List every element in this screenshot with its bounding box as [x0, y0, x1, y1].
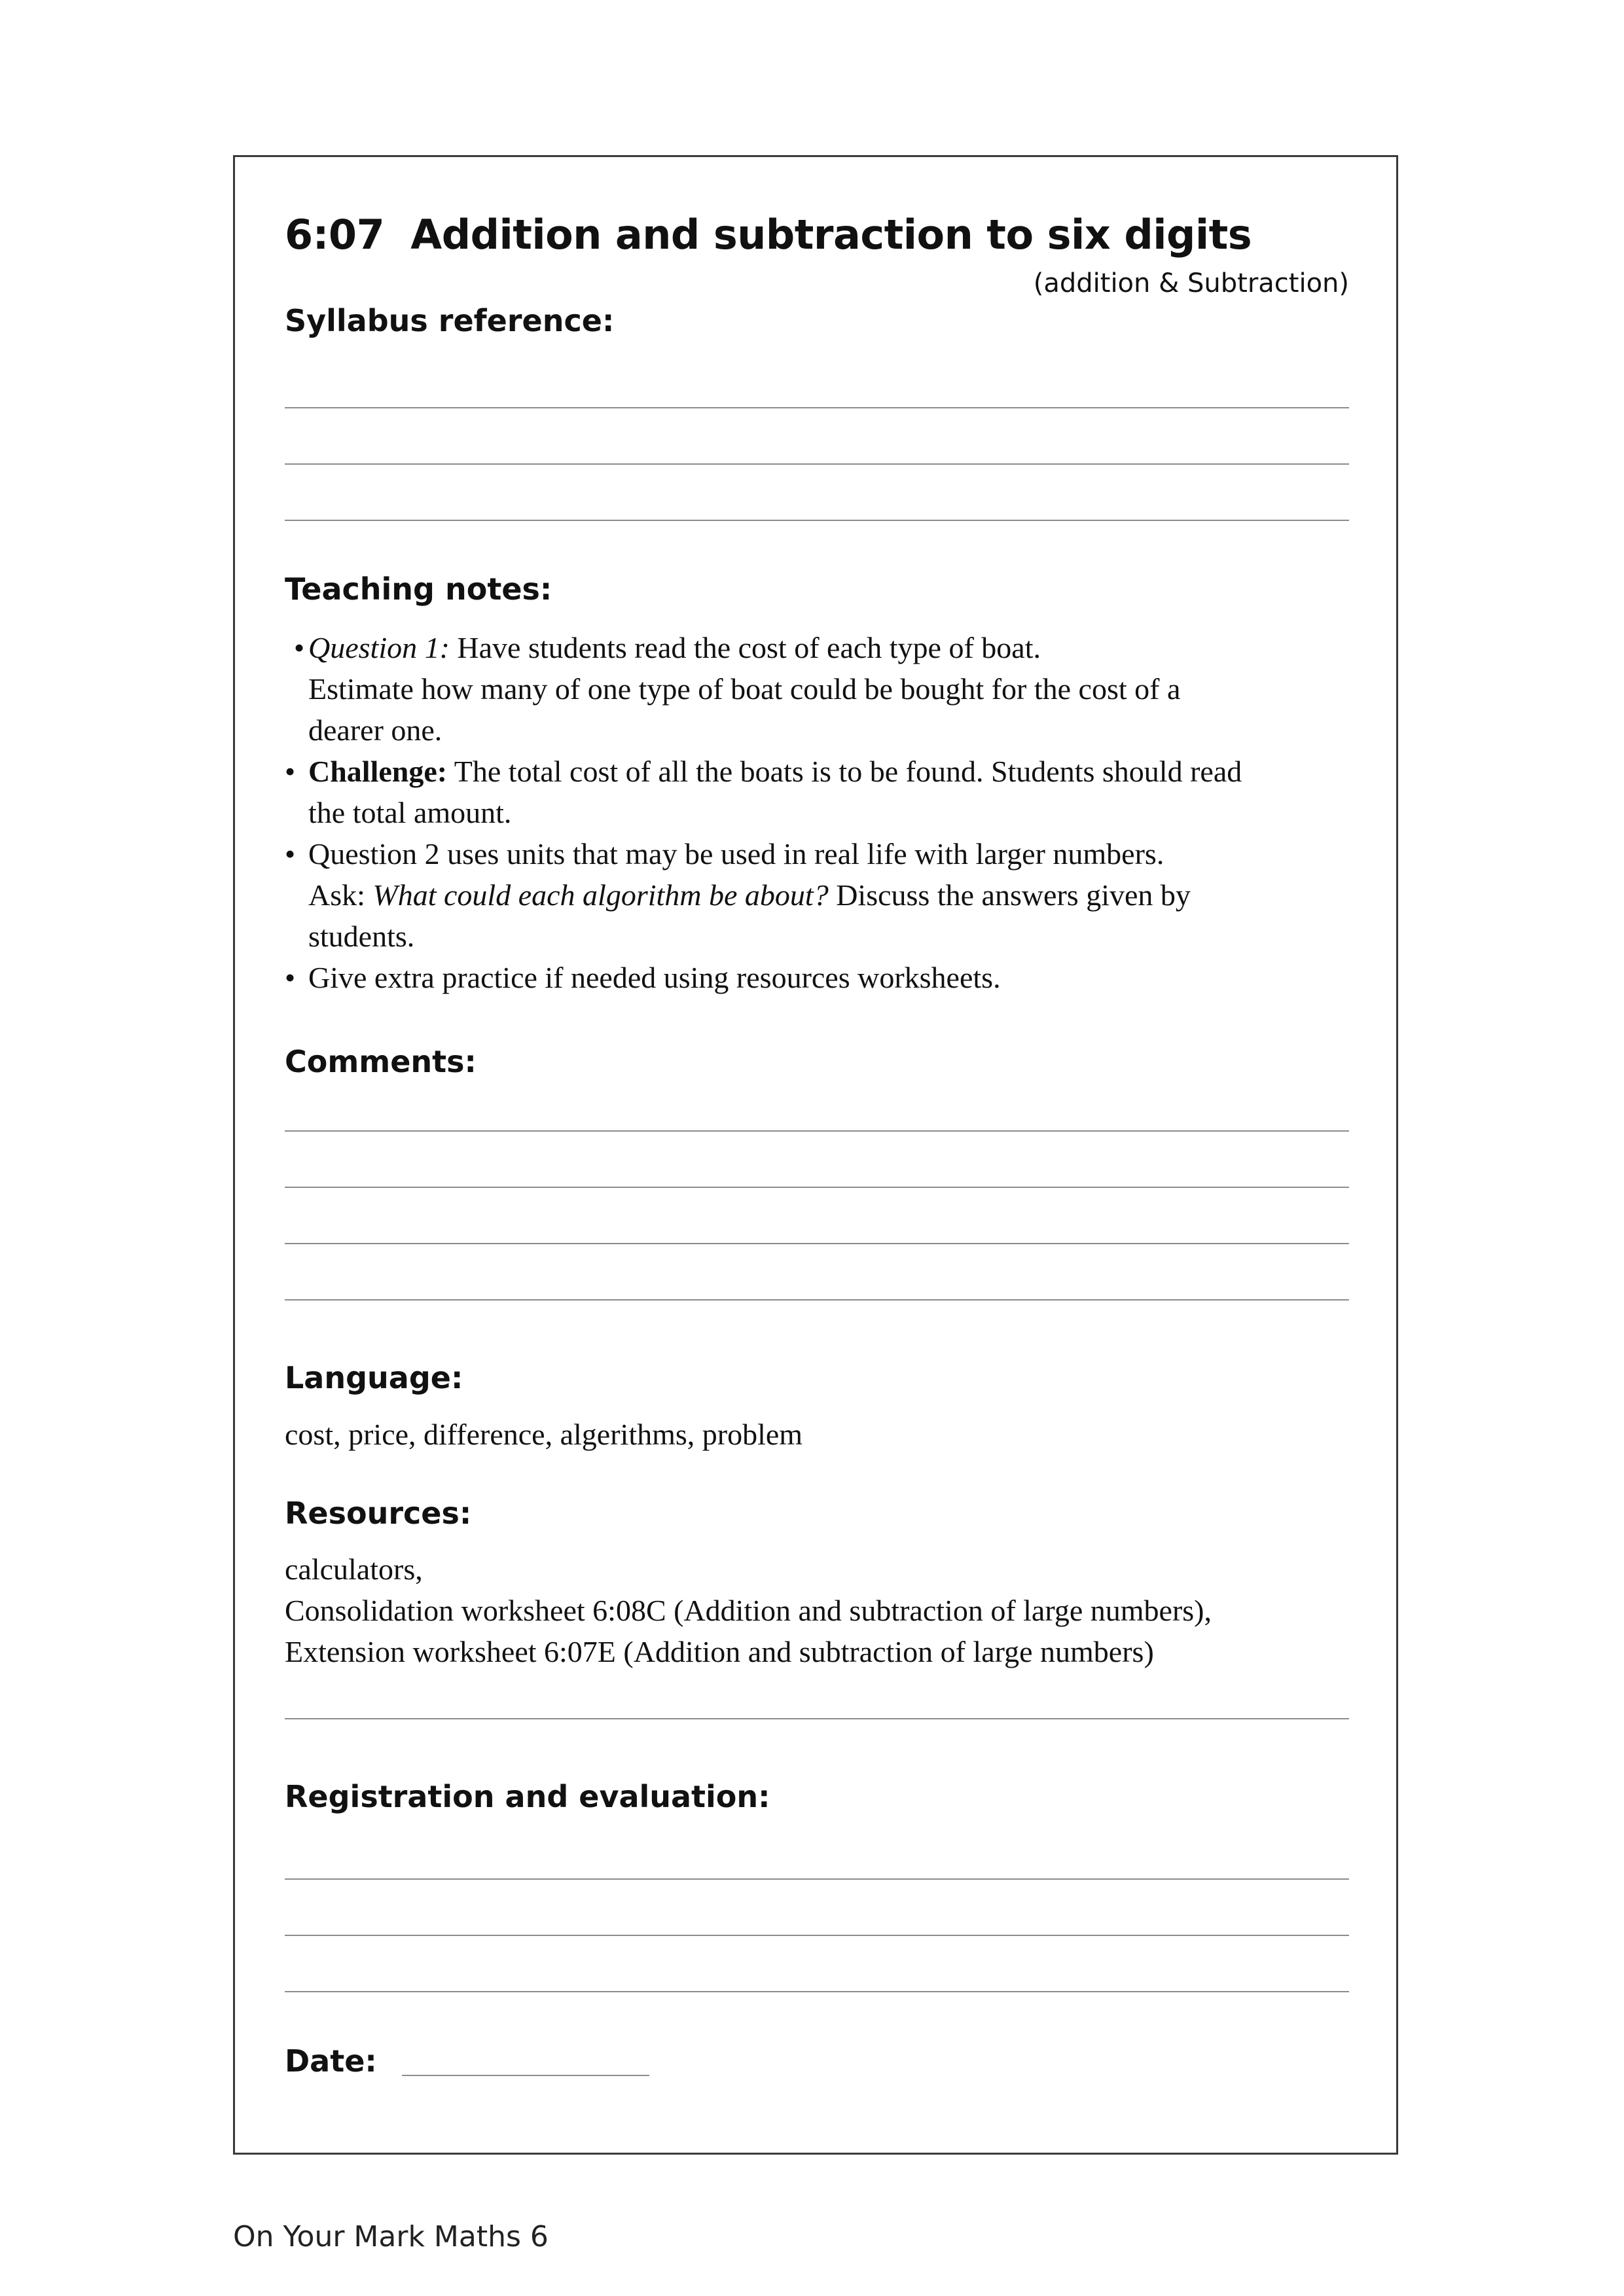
teaching-notes-heading: Teaching notes: — [285, 571, 552, 607]
syllabus-line-1[interactable] — [285, 407, 1349, 408]
note-extra-practice: • Give extra practice if needed using resources worksheets. — [285, 961, 1001, 994]
note-question-1: • Question 1: Have students read the cost of each type of boat. Estimate how many of one type of boat could be bought for the cost of a dearer one. — [294, 631, 1181, 747]
date-field[interactable] — [402, 2075, 649, 2076]
page-footer: On Your Mark Maths 6 — [233, 2220, 549, 2253]
comments-line-3[interactable] — [285, 1243, 1349, 1244]
note-challenge: • Challenge: The total cost of all the boats is to be found. Students should read the total amount. — [285, 755, 1242, 829]
registration-line-1[interactable] — [285, 1878, 1349, 1880]
comments-heading: Comments: — [285, 1044, 477, 1079]
comments-line-2[interactable] — [285, 1187, 1349, 1188]
lesson-subtitle: (addition & Subtraction) — [1033, 268, 1349, 298]
date-label: Date: — [285, 2043, 377, 2079]
registration-heading: Registration and evaluation: — [285, 1779, 770, 1814]
page-title — [285, 211, 1252, 259]
language-heading: Language: — [285, 1360, 463, 1395]
resource-item: Extension worksheet 6:07E (Addition and subtraction of large numbers) — [285, 1635, 1154, 1668]
resource-item: Consolidation worksheet 6:08C (Addition and subtraction of large numbers), — [285, 1594, 1212, 1627]
note-1-lead: Question 1: — [308, 631, 450, 664]
resources-heading: Resources: — [285, 1496, 472, 1531]
resource-item: calculators, — [285, 1552, 423, 1586]
syllabus-heading: Syllabus reference: — [285, 303, 615, 338]
lesson-title: Addition and subtraction to six digits — [410, 211, 1252, 259]
registration-line-2[interactable] — [285, 1935, 1349, 1936]
teaching-notes-list — [285, 627, 1367, 998]
comments-line-4[interactable] — [285, 1299, 1349, 1300]
registration-line-3[interactable] — [285, 1991, 1349, 1992]
resources-list — [285, 1549, 1358, 1672]
comments-line-1[interactable] — [285, 1130, 1349, 1132]
worksheet-frame — [233, 155, 1398, 2155]
note-2-lead: Challenge: — [308, 755, 448, 788]
language-text: cost, price, difference, algerithms, problem — [285, 1418, 803, 1451]
note-question-2: • Question 2 uses units that may be used in real life with larger numbers. Ask: What could each algorithm be about? Discuss the answers given by students. — [285, 837, 1191, 953]
resources-line[interactable] — [285, 1718, 1349, 1719]
lesson-number: 6:07 — [285, 211, 385, 259]
syllabus-line-2[interactable] — [285, 463, 1349, 465]
syllabus-line-3[interactable] — [285, 520, 1349, 521]
